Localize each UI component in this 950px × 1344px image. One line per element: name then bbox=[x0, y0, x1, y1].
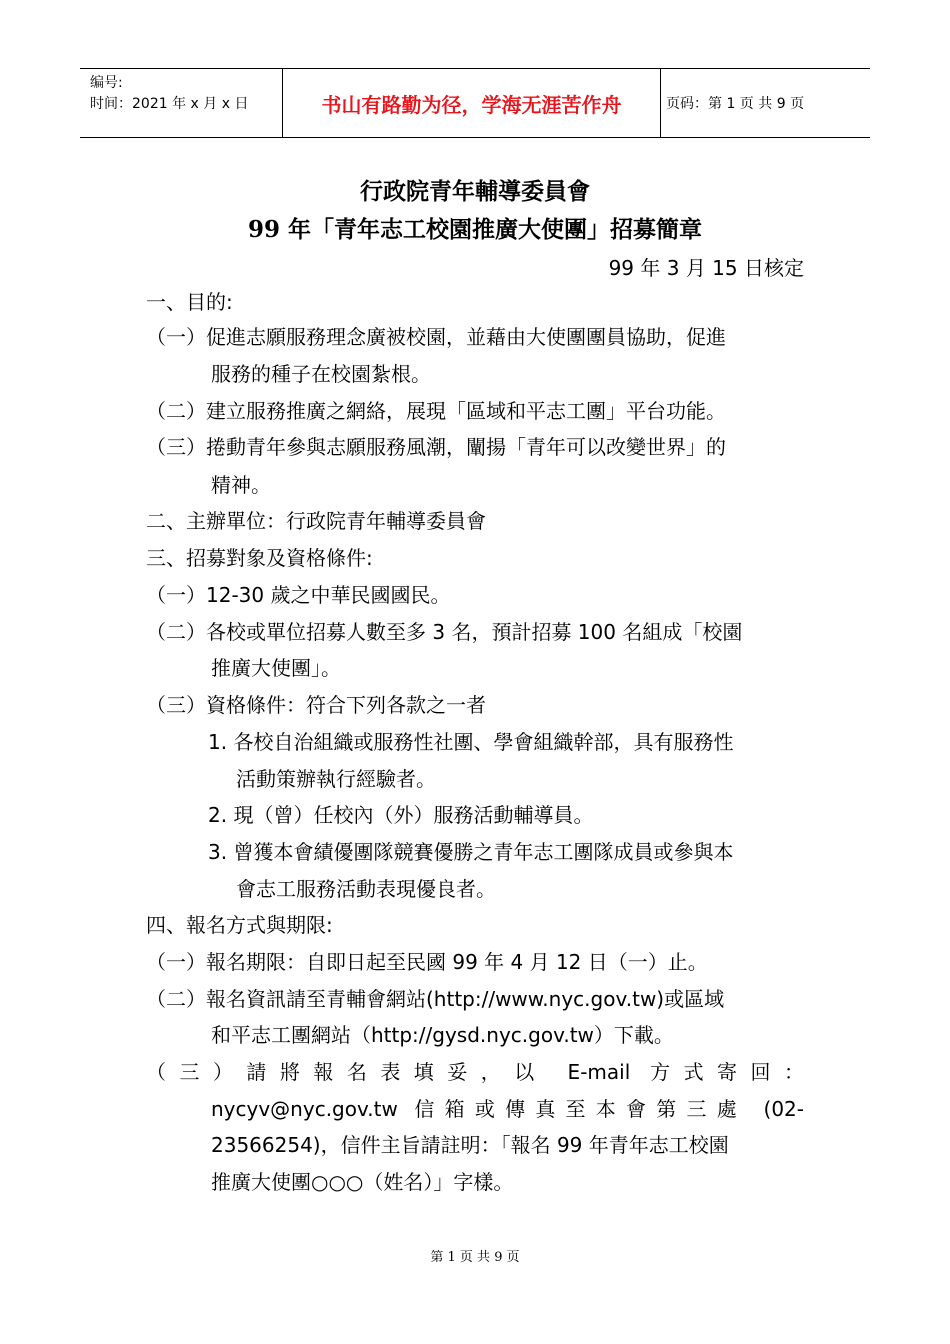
body-line: （三）捲動青年參與志願服務風潮，闡揚「青年可以改變世界」的 bbox=[146, 435, 726, 459]
body-line: 服務的種子在校園紮根。 bbox=[211, 362, 431, 386]
body-line: （一）促進志願服務理念廣被校園，並藉由大使團團員協助，促進 bbox=[146, 325, 726, 349]
number-label: 编号: bbox=[90, 75, 123, 91]
body-line: （二）各校或單位招募人數至多 3 名，預計招募 100 名組成「校園 bbox=[146, 620, 743, 644]
body-line: （二）建立服務推廣之網絡，展現「區域和平志工團」平台功能。 bbox=[146, 399, 726, 423]
section-heading: 四、報名方式與期限: bbox=[146, 913, 333, 937]
header-meta bbox=[90, 73, 248, 115]
body-line: （一）12-30 歲之中華民國國民。 bbox=[146, 583, 451, 607]
section-heading: 三、招募對象及資格條件: bbox=[146, 546, 373, 570]
body-line: （三）資格條件：符合下列各款之一者 bbox=[146, 693, 486, 717]
section-heading: 一、目的: bbox=[146, 290, 233, 314]
time-label: 时间：2021 年 x 月 x 日 bbox=[90, 96, 249, 112]
body-line: 和平志工團網站（http://gysd.nyc.gov.tw）下載。 bbox=[211, 1023, 674, 1047]
body-line: （三）請將報名表填妥，以 E-mail 方式寄回： bbox=[146, 1060, 804, 1084]
header-page-info: 页码：第 1 页 共 9 页 bbox=[666, 96, 805, 112]
list-item: 會志工服務活動表現優良者。 bbox=[236, 877, 496, 901]
list-item: 3. 曾獲本會績優團隊競賽優勝之青年志工團隊成員或參與本 bbox=[208, 840, 734, 864]
body-line: 推廣大使團○○○（姓名）」字樣。 bbox=[211, 1170, 514, 1194]
list-item: 活動策辦執行經驗者。 bbox=[236, 767, 436, 791]
approval-date: 99 年 3 月 15 日核定 bbox=[608, 256, 804, 280]
list-item: 1. 各校自治組織或服務性社團、學會組織幹部，具有服務性 bbox=[208, 730, 734, 754]
header-motto: 书山有路勤为径，学海无涯苦作舟 bbox=[321, 92, 622, 117]
document-subtitle: 99 年「青年志工校園推廣大使團」招募簡章 bbox=[247, 216, 702, 243]
list-item: 2. 現（曾）任校內（外）服務活動輔導員。 bbox=[208, 803, 594, 827]
body-line: nycyv@nyc.gov.tw 信箱或傳真至本會第三處 (02- bbox=[211, 1097, 804, 1121]
section-heading: 二、主辦單位：行政院青年輔導委員會 bbox=[146, 509, 486, 533]
body-line: 推廣大使團」。 bbox=[211, 656, 341, 680]
body-line: 精神。 bbox=[211, 473, 271, 497]
page-footer: 第 1 页 共 9 页 bbox=[430, 1250, 520, 1265]
document-title: 行政院青年輔導委員會 bbox=[360, 178, 590, 205]
body-line: （二）報名資訊請至青輔會網站(http://www.nyc.gov.tw)或區域 bbox=[146, 987, 725, 1011]
body-line: （一）報名期限：自即日起至民國 99 年 4 月 12 日（一）止。 bbox=[146, 950, 708, 974]
body-line: 23566254)，信件主旨請註明：「報名 99 年青年志工校園 bbox=[211, 1133, 729, 1157]
page-header bbox=[80, 68, 870, 138]
header-divider bbox=[660, 69, 661, 137]
